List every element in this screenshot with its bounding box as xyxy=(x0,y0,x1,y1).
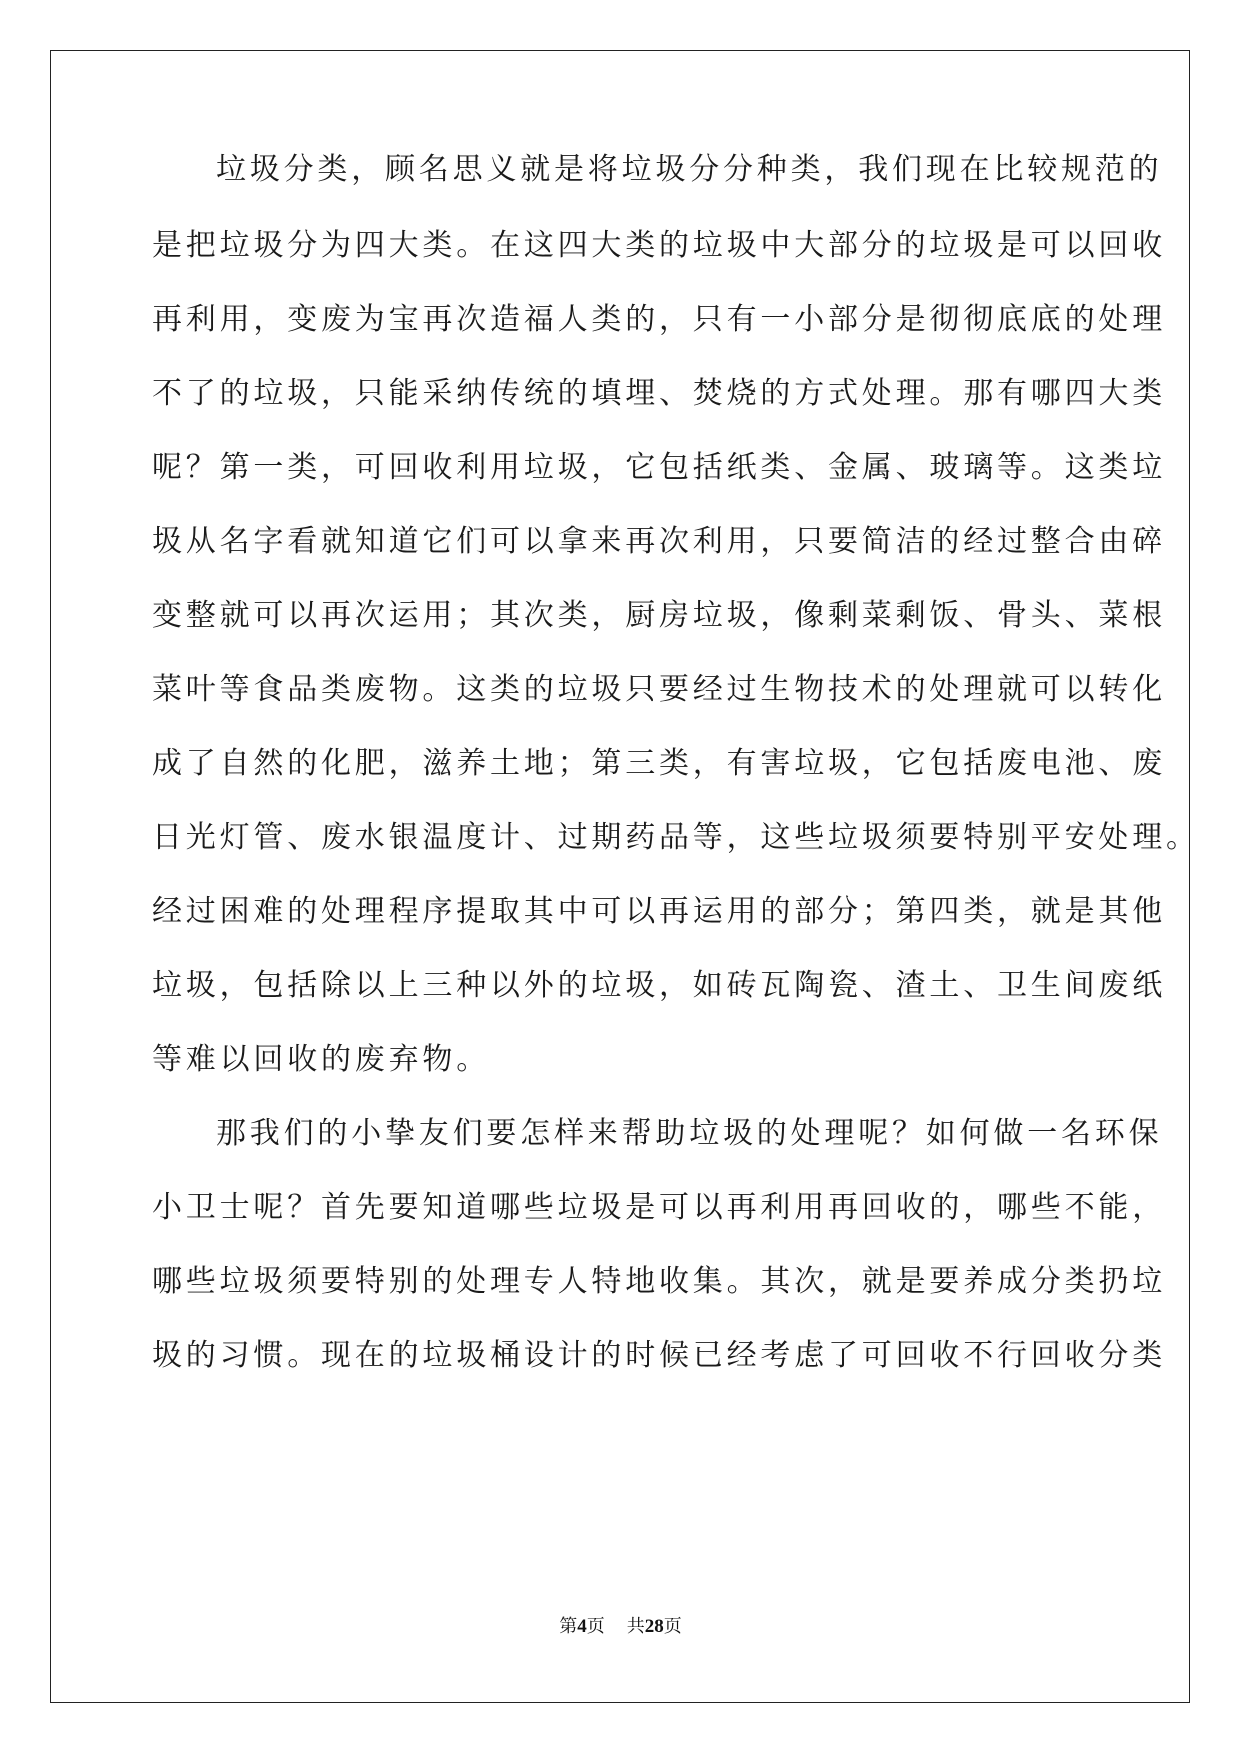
paragraph-2-line-4: 圾的习惯。现在的垃圾桶设计的时候已经考虑了可回收不行回收分类 xyxy=(152,1338,1166,1373)
paragraph-1-line-5: 呢？第一类，可回收利用垃圾，它包括纸类、金属、玻璃等。这类垃 xyxy=(152,450,1166,485)
paragraph-1-line-11: 经过困难的处理程序提取其中可以再运用的部分；第四类，就是其他 xyxy=(152,894,1166,929)
paragraph-1-line-13: 等难以回收的废弃物。 xyxy=(152,1042,490,1077)
paragraph-1-line-2: 是把垃圾分为四大类。在这四大类的垃圾中大部分的垃圾是可以回收 xyxy=(152,228,1166,263)
page-footer xyxy=(0,1614,1241,1640)
paragraph-2-line-1: 那我们的小挚友们要怎样来帮助垃圾的处理呢？如何做一名环保 xyxy=(216,1116,1163,1151)
paragraph-1-line-3: 再利用，变废为宝再次造福人类的，只有一小部分是彻彻底底的处理 xyxy=(152,302,1166,337)
total-prefix: 共 xyxy=(626,1616,645,1637)
paragraph-1-line-8: 菜叶等食品类废物。这类的垃圾只要经过生物技术的处理就可以转化 xyxy=(152,672,1166,707)
paragraph-2-line-3: 哪些垃圾须要特别的处理专人特地收集。其次，就是要养成分类扔垃 xyxy=(152,1264,1166,1299)
paragraph-1-line-10: 日光灯管、废水银温度计、过期药品等，这些垃圾须要特别平安处理。 xyxy=(152,820,1200,855)
total-pages: 28 xyxy=(644,1616,664,1637)
page-suffix: 页 xyxy=(586,1616,605,1637)
page-number: 4 xyxy=(577,1616,587,1637)
page-prefix: 第 xyxy=(559,1616,578,1637)
paragraph-1-line-9: 成了自然的化肥，滋养土地；第三类，有害垃圾，它包括废电池、废 xyxy=(152,746,1166,781)
paragraph-1-line-6: 圾从名字看就知道它们可以拿来再次利用，只要简洁的经过整合由碎 xyxy=(152,524,1166,559)
paragraph-2-line-2: 小卫士呢？首先要知道哪些垃圾是可以再利用再回收的，哪些不能， xyxy=(152,1190,1166,1225)
paragraph-1-line-7: 变整就可以再次运用；其次类，厨房垃圾，像剩菜剩饭、骨头、菜根 xyxy=(152,598,1166,633)
paragraph-1-line-1: 垃圾分类，顾名思义就是将垃圾分分种类，我们现在比较规范的 xyxy=(216,152,1163,187)
paragraph-1-line-4: 不了的垃圾，只能采纳传统的填埋、焚烧的方式处理。那有哪四大类 xyxy=(152,376,1166,411)
paragraph-1-line-12: 垃圾，包括除以上三种以外的垃圾，如砖瓦陶瓷、渣土、卫生间废纸 xyxy=(152,968,1166,1003)
total-suffix: 页 xyxy=(663,1616,682,1637)
